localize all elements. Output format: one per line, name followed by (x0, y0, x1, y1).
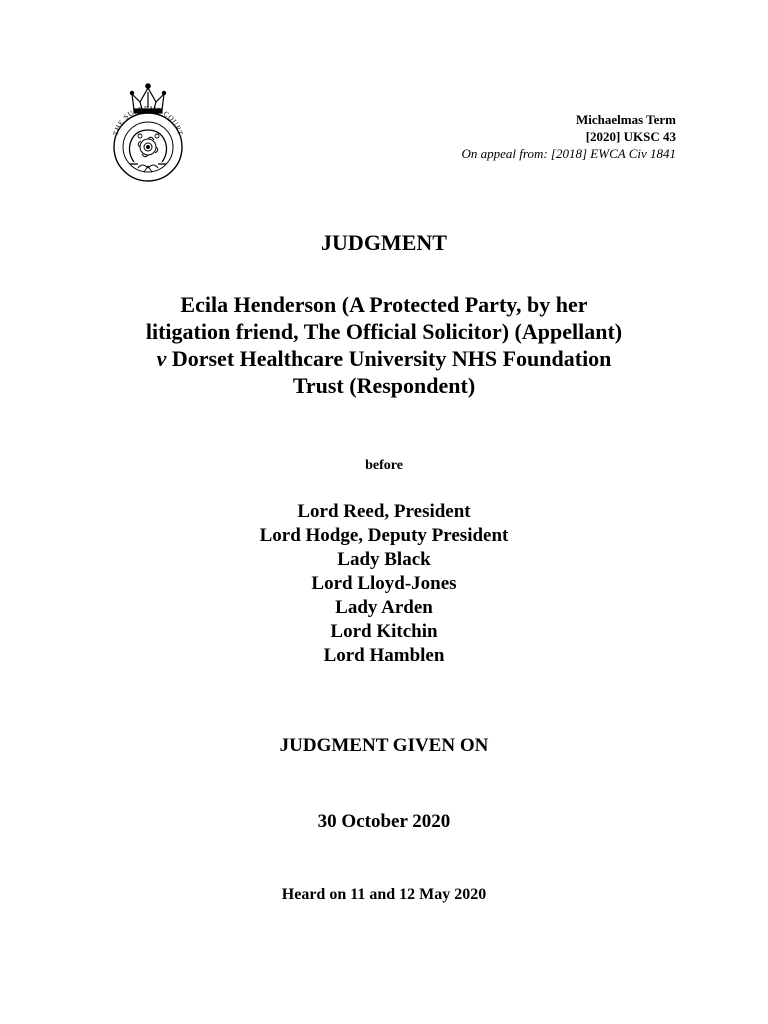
justice-name: Lord Kitchin (330, 621, 438, 642)
justice-name: Lord Hodge, Deputy President (259, 525, 509, 546)
case-title-line-4: Trust (Respondent) (292, 373, 476, 398)
case-title-line-1: Ecila Henderson (A Protected Party, by her (180, 292, 588, 317)
hearing-dates: Heard on 11 and 12 May 2020 (281, 886, 487, 903)
case-title-line-3-text: Dorset Healthcare University NHS Foundation (166, 346, 612, 371)
judgment-date: 30 October 2020 (317, 811, 451, 832)
case-title (0, 291, 768, 399)
versus-marker: v (156, 346, 167, 371)
justice-name: Lord Hamblen (323, 645, 445, 666)
justice-name: Lady Arden (335, 597, 433, 618)
justice-name: Lord Reed, President (297, 501, 471, 522)
case-reference-block (462, 111, 677, 162)
case-title-line-3 (0, 345, 768, 372)
justice-name: Lady Black (337, 549, 431, 570)
case-title-line-2: litigation friend, The Official Solicitor) (Appellant) (145, 319, 623, 344)
before-label: before (365, 458, 403, 473)
term-label: Michaelmas Term (575, 112, 676, 127)
tudor-rose-icon (138, 137, 158, 157)
crest-ring-text: THE SUPREME COURT (111, 104, 185, 137)
supreme-court-crest-icon (104, 80, 192, 184)
justices-list (0, 500, 768, 668)
neutral-citation: [2020] UKSC 43 (585, 129, 676, 144)
appeal-reference: On appeal from: [2018] EWCA Civ 1841 (461, 146, 676, 161)
judgment-heading: JUDGMENT (321, 230, 447, 255)
judgment-given-on-label: JUDGMENT GIVEN ON (279, 735, 489, 756)
justice-name: Lord Lloyd-Jones (311, 573, 457, 594)
